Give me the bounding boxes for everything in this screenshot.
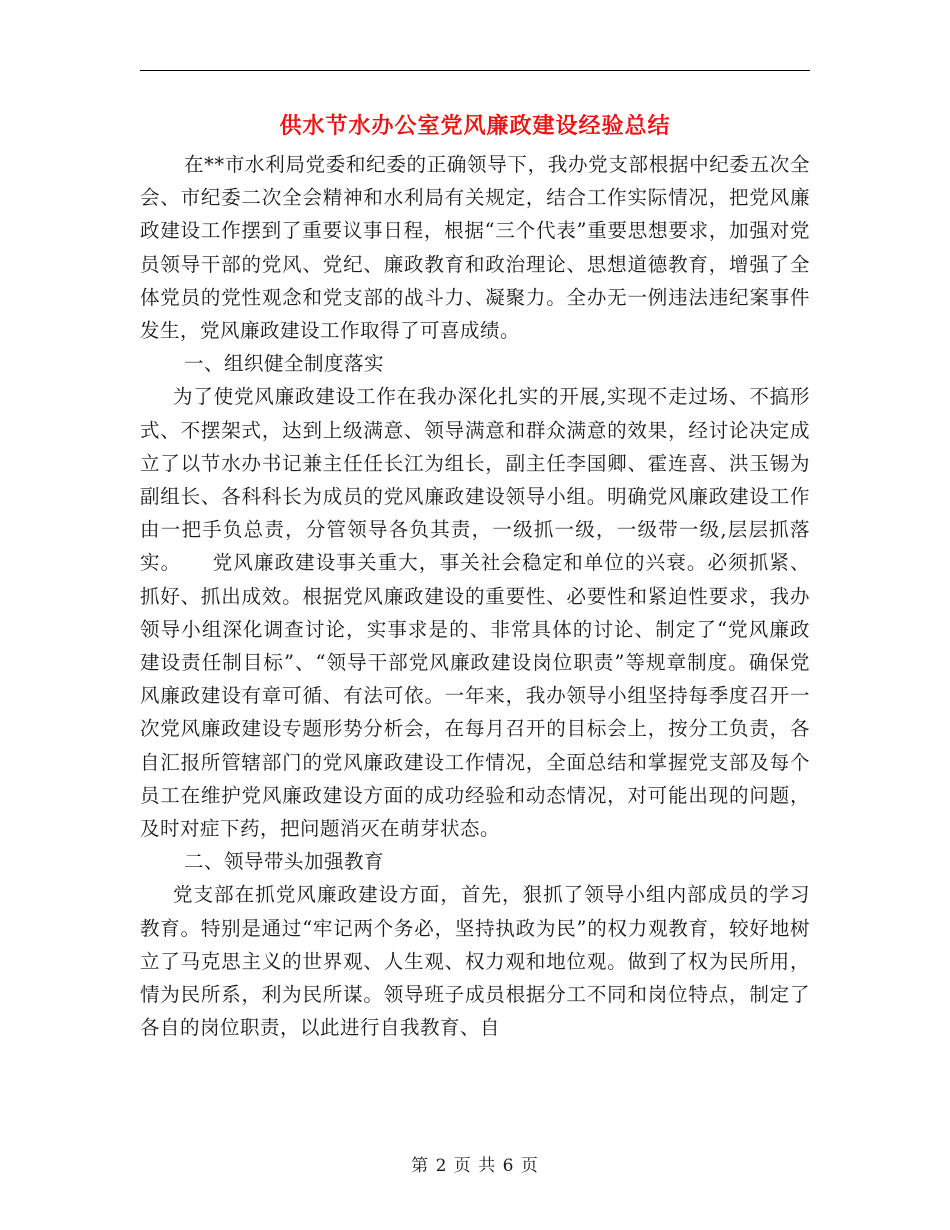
paragraph-intro: 在**市水利局党委和纪委的正确领导下，我办党支部根据中纪委五次全会、市纪委二次全会精神和水利局有关规定，结合工作实际情况，把党风廉政建设工作摆到了重要议事日程，根据“三个代表”重要思想要求，加强对党员领导干部的党风、党纪、廉政教育和政治理论、思想道德教育，增强了全体党员的党性观念和党支部的战斗力、凝聚力。全办无一例违法违纪案事件发生，党风廉政建设工作取得了可喜成绩。 <box>140 153 810 343</box>
document-body <box>140 148 810 1044</box>
section-heading-2: 二、领导带头加强教育 <box>184 850 385 874</box>
header-rule <box>140 70 810 71</box>
page-number: 第 2 页 共 6 页 <box>411 1156 539 1176</box>
paragraph-section-1: 为了使党风廉政建设工作在我办深化扎实的开展,实现不走过场、不搞形式、不摆架式，达到上级满意、领导满意和群众满意的效果，经讨论决定成立了以节水办书记兼主任任长江为组长，副主任李国卿、霍连喜、洪玉锡为副组长、各科科长为成员的党风廉政建设领导小组。明确党风廉政建设工作由一把手负总责，分管领导各负其责，一级抓一级，一级带一级,层层抓落实。 党风廉政建设事关重大，事关社会稳定和单位的兴衰。必须抓紧、抓好、抓出成效。根据党风廉政建设的重要性、必要性和紧迫性要求，我办领导小组深化调查讨论，实事求是的、非常具体的讨论、制定了“党风廉政建设责任制目标”、“领导干部党风廉政建设岗位职责”等规章制度。确保党风廉政建设有章可循、有法可依。一年来，我办领导小组坚持每季度召开一次党风廉政建设专题形势分析会，在每月召开的目标会上，按分工负责，各自汇报所管辖部门的党风廉政建设工作情况，全面总结和掌握党支部及每个员工在维护党风廉政建设方面的成功经验和动态情况，对可能出现的问题，及时对症下药，把问题消灭在萌芽状态。 <box>140 385 810 841</box>
paragraph-section-2: 党支部在抓党风廉政建设方面，首先，狠抓了领导小组内部成员的学习教育。特别是通过“牢记两个务必，坚持执政为民”的权力观教育，较好地树立了马克思主义的世界观、人生观、权力观和地位观。做到了权为民所用，情为民所系，利为民所谋。领导班子成员根据分工不同和岗位特点，制定了各自的岗位职责，以此进行自我教育、自 <box>140 883 810 1040</box>
section-heading-1: 一、组织健全制度落实 <box>184 352 385 376</box>
document-title: 供水节水办公室党风廉政建设经验总结 <box>279 113 671 139</box>
